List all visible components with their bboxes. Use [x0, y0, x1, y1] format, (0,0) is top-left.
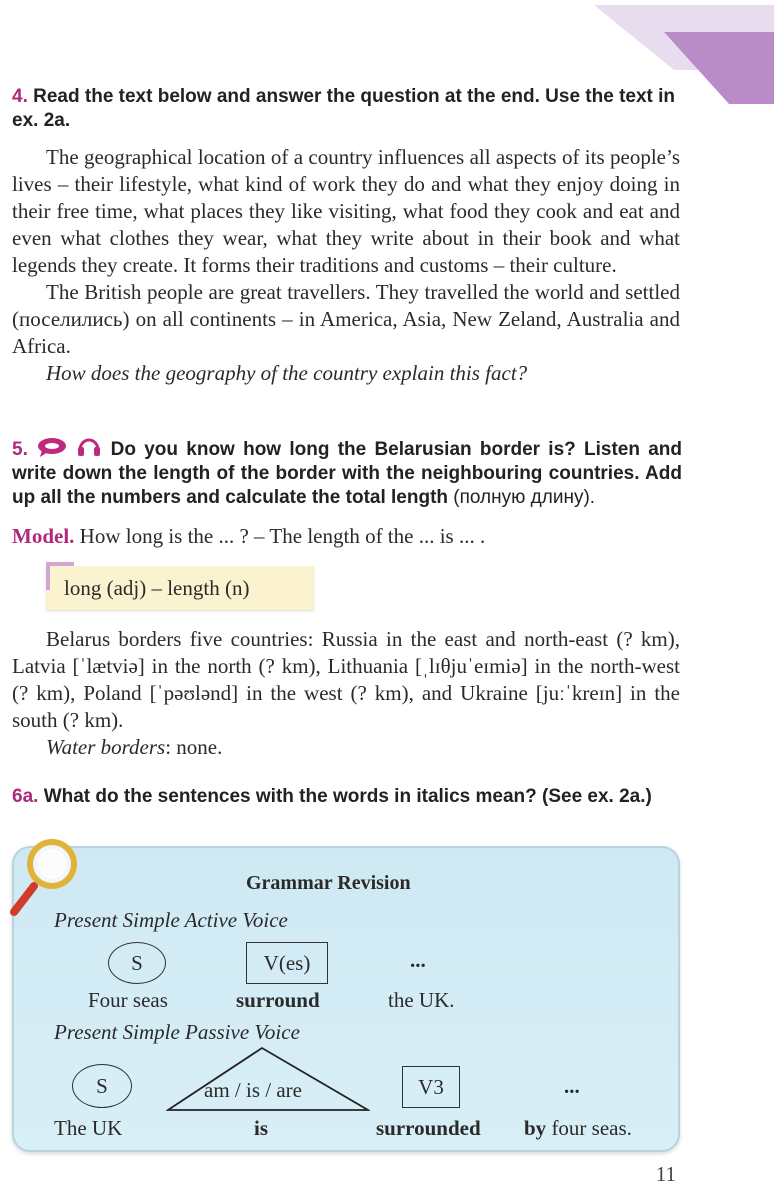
task6a-heading — [12, 785, 682, 809]
passive-dots: ... — [564, 1074, 580, 1098]
task4-question: How does the geography of the country explain this fact? — [46, 361, 528, 385]
task6a-number: 6a. — [12, 786, 39, 807]
passive-is: is — [254, 1116, 269, 1140]
water-borders-value: : none. — [165, 735, 223, 759]
passive-agent-line — [524, 1116, 632, 1141]
task5-model — [12, 524, 485, 549]
vocab-text: long (adj) – length (n) — [64, 576, 250, 600]
passive-v-symbol: V3 — [418, 1075, 444, 1099]
active-v-symbol: V(es) — [263, 951, 311, 975]
passive-subject: The UK — [54, 1116, 123, 1140]
active-s-symbol: S — [131, 951, 143, 975]
passive-subject-oval — [72, 1064, 132, 1108]
active-verb-box — [246, 942, 328, 984]
active-subject-oval — [108, 942, 166, 984]
speech-bubble-icon — [36, 436, 68, 458]
passive-agent: four seas. — [551, 1116, 632, 1140]
vocab-corner-mark-vertical — [46, 562, 50, 590]
active-dots: ... — [410, 948, 426, 972]
active-voice-label: Present Simple Active Voice — [54, 908, 288, 932]
task5-paragraph: Belarus borders five countries: Russia in the east and north-east (? km), Latvia [ˈlætviə] in the north (? km), Lithuania [ˌlɪθjuˈeɪmiə] in the north-west (? km), Poland [ˈpəʊlənd] in the west (? km), and Ukraine [juːˈkreɪn] in the south (? km). — [12, 627, 680, 732]
active-object: the UK. — [388, 988, 455, 1012]
task6a-instruction: What do the sentences with the words in italics mean? (See ex. 2a.) — [43, 786, 652, 807]
task5-text — [12, 626, 680, 761]
passive-verb: surrounded — [376, 1116, 481, 1140]
page-number: 11 — [655, 1162, 676, 1186]
grammar-title: Grammar Revision — [246, 872, 411, 894]
headphones-icon — [76, 434, 102, 458]
passive-aux: am / is / are — [204, 1078, 302, 1102]
active-verb: surround — [236, 988, 320, 1012]
passive-s-symbol: S — [96, 1074, 108, 1098]
task5-water-borders — [12, 734, 680, 761]
magnifier-icon — [8, 836, 82, 920]
model-text: How long is the ... ? – The length of the ... is ... . — [79, 524, 486, 548]
task5-number: 5. — [12, 439, 28, 460]
vocab-note — [46, 566, 314, 610]
task4-paragraph1: The geographical location of a country influences all aspects of its people’s lives – their lifestyle, what kind of work they do and what they enjoy doing in their free time, what places they like visiting, what food they cook and eat and even what clothes they wear, what they write about in their book and what legends they create. It forms their traditions and customs – their culture. — [12, 145, 680, 277]
grammar-revision-box — [12, 846, 680, 1152]
model-label: Model. — [12, 524, 75, 548]
task4-text — [12, 144, 680, 387]
task5-heading — [12, 434, 682, 510]
water-borders-label: Water borders — [46, 735, 166, 759]
active-subject: Four seas — [88, 988, 168, 1012]
task5-instruction: Do you know how long the Belarusian border is? Listen and write down the length of the border with the neighbouring countries. Add up all the numbers and calculate the total length — [12, 439, 683, 508]
task4-paragraph2: The British people are great travellers. They travelled the world and settled (поселились) on all continents – in America, Asia, New Zeland, Australia and Africa. — [12, 280, 680, 358]
passive-voice-label: Present Simple Passive Voice — [54, 1020, 300, 1044]
task5-instruction-gloss: (полную длину). — [453, 487, 596, 508]
task4-instruction: Read the text below and answer the question at the end. Use the text in ex. 2a. — [12, 86, 676, 131]
task4-heading — [12, 85, 682, 133]
vocab-corner-mark — [46, 562, 74, 566]
passive-by: by — [524, 1116, 547, 1140]
task4-number: 4. — [12, 86, 28, 107]
passive-verb-box — [402, 1066, 460, 1108]
